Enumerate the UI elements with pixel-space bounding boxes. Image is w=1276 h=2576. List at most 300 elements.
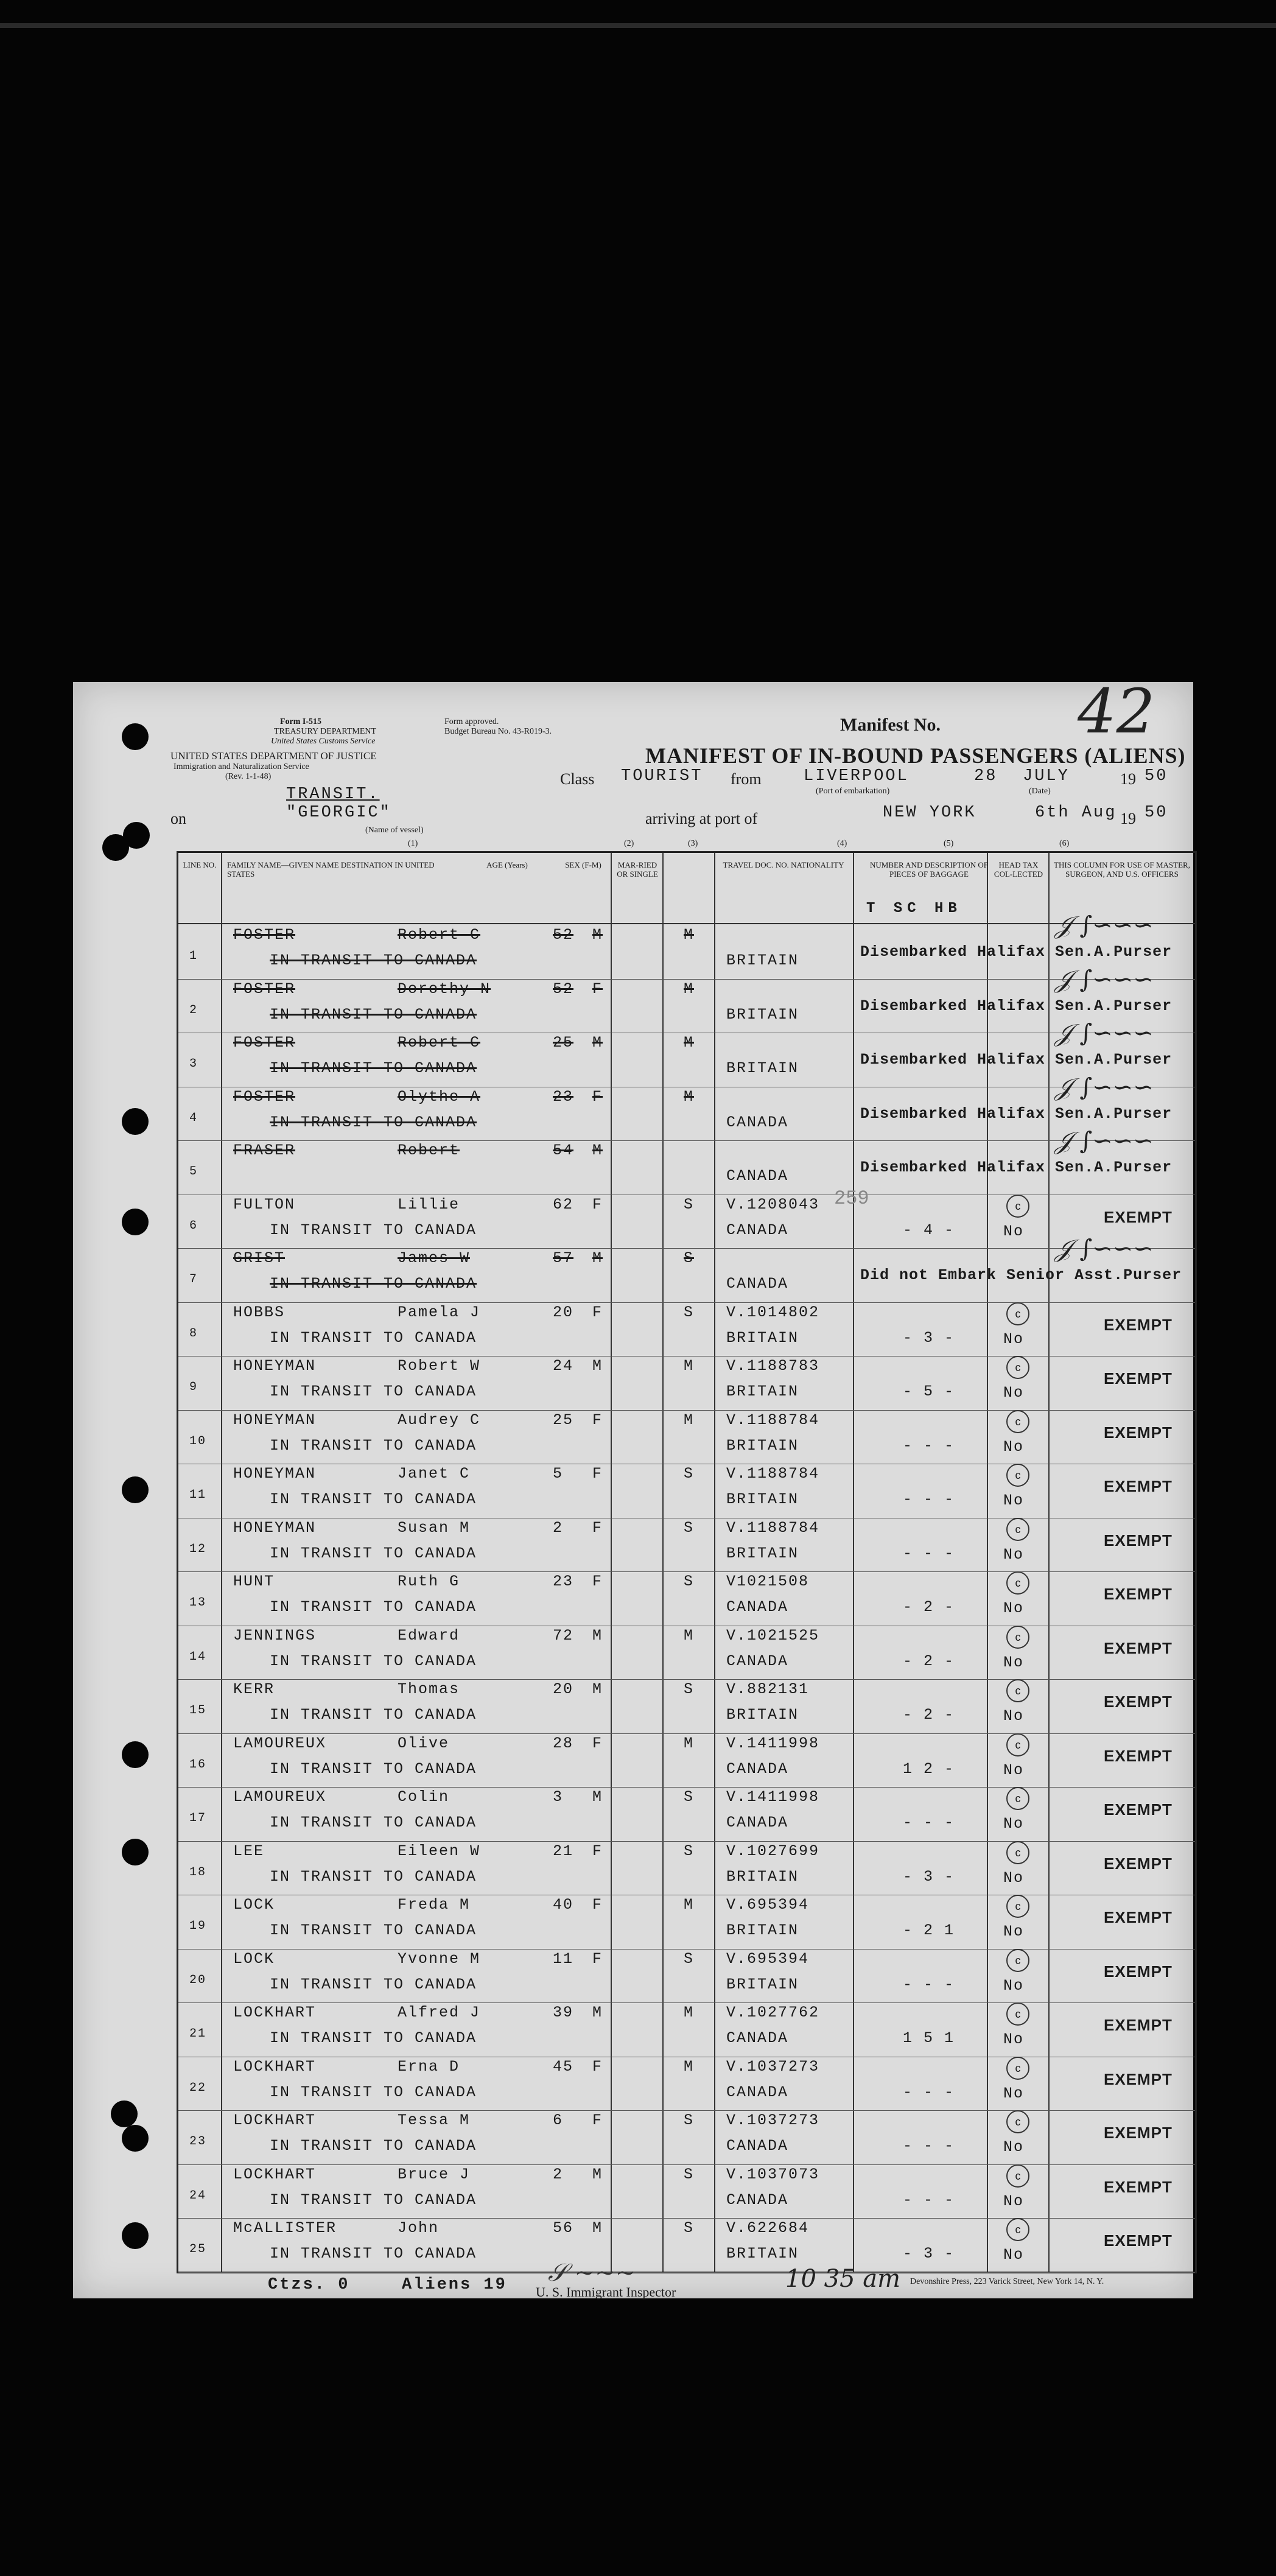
table-row <box>178 1356 1195 1410</box>
family-name: LAMOUREUX <box>233 1788 327 1806</box>
customs-service: United States Customs Service <box>271 737 376 746</box>
age: 2 <box>553 2165 564 2183</box>
head-tax-mark: c <box>1006 1733 1029 1757</box>
head-tax: No <box>1003 2084 1025 2102</box>
officer-note: EXEMPT <box>1104 2016 1173 2034</box>
travel-doc-no: V.1027762 <box>726 2004 820 2021</box>
line-number: 21 <box>189 2027 207 2041</box>
head-tax-mark: c <box>1006 1571 1029 1595</box>
baggage-count: - 3 - <box>903 2245 955 2262</box>
marital-status: S <box>684 1680 695 1698</box>
port-embark-caption: (Port of embarkation) <box>816 787 890 796</box>
travel-doc-no: V.1411998 <box>726 1734 820 1752</box>
destination: IN TRANSIT TO CANADA <box>270 1113 477 1131</box>
nationality: CANADA <box>726 2137 789 2155</box>
marital-status: S <box>684 1842 695 1860</box>
travel-doc-no: V.1014802 <box>726 1303 820 1321</box>
officer-note: EXEMPT <box>1104 1315 1173 1334</box>
age: 23 <box>553 1087 574 1106</box>
nationality: CANADA <box>726 1760 789 1778</box>
form-number: Form I-515 <box>280 717 322 726</box>
family-name: HOBBS <box>233 1303 286 1321</box>
family-name: LOCK <box>233 1896 275 1914</box>
destination: IN TRANSIT TO CANADA <box>270 2083 477 2101</box>
nationality: CANADA <box>726 2083 789 2101</box>
baggage-count: - - - <box>903 1814 955 1831</box>
table-row <box>178 1733 1195 1788</box>
marital-status: M <box>684 1357 695 1375</box>
sex: F <box>592 1518 603 1537</box>
line-number: 23 <box>189 2135 207 2149</box>
baggage-count: - - - <box>903 2191 955 2209</box>
age: 62 <box>553 1195 574 1213</box>
treasury-dept: TREASURY DEPARTMENT <box>274 727 377 736</box>
manifest-no-label: Manifest No. <box>840 715 941 735</box>
officer-note: EXEMPT <box>1104 1693 1173 1711</box>
punch-hole <box>111 2100 138 2127</box>
line-number: 25 <box>189 2242 207 2256</box>
given-name: Erna D <box>398 2057 460 2076</box>
given-name: Alfred J <box>398 2004 481 2021</box>
table-row <box>178 965 1195 1033</box>
given-name: Robert C <box>398 1034 481 1051</box>
officer-note: EXEMPT <box>1104 2069 1173 2088</box>
family-name: FULTON <box>233 1195 296 1213</box>
punch-hole <box>122 1741 149 1768</box>
table-row <box>178 1410 1195 1464</box>
destination: IN TRANSIT TO CANADA <box>270 1544 477 1562</box>
baggage-count: - 2 - <box>903 1706 955 1724</box>
family-name: LOCK <box>233 1950 275 1968</box>
head-tax-mark: c <box>1006 1895 1029 1918</box>
manifest-no-handwritten: 42 <box>1078 676 1155 747</box>
line-number: 19 <box>189 1919 207 1933</box>
marital-status: S <box>684 1249 695 1267</box>
marital-status: M <box>684 2057 695 2076</box>
destination: IN TRANSIT TO CANADA <box>270 1706 477 1724</box>
nationality: BRITAIN <box>726 1059 799 1077</box>
purser-signature-scrawl: 𝒥 ∫∽∽∽ <box>1055 1235 1154 1263</box>
disposition-note: Disembarked Halifax Sen.A.Purser <box>860 997 1173 1015</box>
given-name: Eileen W <box>398 1842 481 1860</box>
given-name: Olive <box>398 1734 450 1752</box>
officer-note: EXEMPT <box>1104 2177 1173 2196</box>
given-name: Tessa M <box>398 2111 471 2129</box>
inspector-label: U. S. Immigrant Inspector <box>536 2284 676 2300</box>
family-name: LEE <box>233 1842 265 1860</box>
head-tax-mark: c <box>1006 1949 1029 1972</box>
officer-note: EXEMPT <box>1104 1908 1173 1926</box>
sex: M <box>592 1034 603 1051</box>
ins-label: Immigration and Naturalization Service <box>174 762 309 771</box>
table-row <box>178 1949 1195 2003</box>
destination: IN TRANSIT TO CANADA <box>270 952 477 969</box>
disposition-note: Disembarked Halifax Sen.A.Purser <box>860 943 1173 961</box>
family-name: HONEYMAN <box>233 1357 317 1375</box>
travel-doc-no: V.1188784 <box>726 1518 820 1537</box>
officer-note: EXEMPT <box>1104 1746 1173 1765</box>
family-name: KERR <box>233 1680 275 1698</box>
head-tax: No <box>1003 1545 1025 1563</box>
baggage-count: - - - <box>903 1436 955 1455</box>
table-row <box>178 1195 1195 1249</box>
baggage-count: - 2 - <box>903 1652 955 1670</box>
embark-day: 28 <box>974 767 998 785</box>
on-label: on <box>170 810 186 827</box>
table-row <box>178 1127 1195 1195</box>
embark-month: JULY <box>1023 767 1070 785</box>
sex: F <box>592 1573 603 1590</box>
destination: IN TRANSIT TO CANADA <box>270 1328 477 1347</box>
destination: IN TRANSIT TO CANADA <box>270 1867 477 1886</box>
family-name: HONEYMAN <box>233 1411 317 1429</box>
handwritten-time: 10 35 am <box>785 2265 901 2293</box>
nationality: CANADA <box>726 1814 789 1831</box>
destination: IN TRANSIT TO CANADA <box>270 2191 477 2209</box>
travel-doc-no: V.1037073 <box>726 2165 820 2183</box>
line-number: 4 <box>189 1111 198 1125</box>
sex: F <box>592 1734 603 1752</box>
col-num-3: (3) <box>688 839 698 848</box>
marital-status: M <box>684 926 695 944</box>
col-header-baggage: NUMBER AND DESCRIPTION OF PIECES OF BAGGAGE <box>870 860 988 879</box>
given-name: Dorothy N <box>398 980 491 998</box>
punch-hole <box>122 1839 149 1865</box>
nationality: BRITAIN <box>726 1383 799 1400</box>
nationality: BRITAIN <box>726 1436 799 1455</box>
disposition-note: Disembarked Halifax Sen.A.Purser <box>860 1104 1173 1123</box>
given-name: Robert W <box>398 1357 481 1375</box>
baggage-count: - 2 1 <box>903 1921 955 1939</box>
head-tax-mark: c <box>1006 2218 1029 2241</box>
line-number: 17 <box>189 1811 207 1825</box>
head-tax-mark: c <box>1006 2057 1029 2080</box>
sex: M <box>592 1142 603 1159</box>
disposition-note: Disembarked Halifax Sen.A.Purser <box>860 1159 1173 1176</box>
sex: F <box>592 1896 603 1914</box>
punch-hole <box>122 1209 149 1235</box>
officer-note: EXEMPT <box>1104 1369 1173 1388</box>
line-number: 12 <box>189 1542 207 1556</box>
travel-doc-no: V.1027699 <box>726 1842 820 1860</box>
line-number: 20 <box>189 1973 207 1987</box>
destination: IN TRANSIT TO CANADA <box>270 1814 477 1831</box>
table-row <box>178 2164 1195 2219</box>
col-num-6: (6) <box>1059 839 1070 848</box>
marital-status: M <box>684 1626 695 1644</box>
budget-bureau: Budget Bureau No. 43-R019-3. <box>444 727 552 736</box>
vessel-caption: (Name of vessel) <box>365 826 424 835</box>
purser-signature-scrawl: 𝒥 ∫∽∽∽ <box>1055 911 1154 939</box>
baggage-count: 1 5 1 <box>903 2029 955 2047</box>
line-number: 15 <box>189 1704 207 1718</box>
baggage-count: - 2 - <box>903 1598 955 1616</box>
nationality: CANADA <box>726 1652 789 1670</box>
head-tax: No <box>1003 2138 1025 2156</box>
class-value: TOURIST <box>621 767 703 785</box>
col-header-head-tax: HEAD TAX COL-LECTED <box>994 860 1043 879</box>
marital-status: S <box>684 1950 695 1968</box>
given-name: Lillie <box>398 1195 460 1213</box>
table-row <box>178 1464 1195 1518</box>
nationality: BRITAIN <box>726 1706 799 1724</box>
sex: F <box>592 1842 603 1860</box>
citizens-count: Ctzs. 0 <box>268 2276 350 2294</box>
sex: F <box>592 2057 603 2076</box>
destination: IN TRANSIT TO CANADA <box>270 1383 477 1400</box>
baggage-count: - 5 - <box>903 1383 955 1400</box>
line-number: 14 <box>189 1649 207 1664</box>
marital-status: M <box>684 1896 695 1914</box>
head-tax: No <box>1003 1492 1025 1509</box>
head-tax-mark: c <box>1006 1410 1029 1433</box>
col-header-line-no: LINE NO. <box>183 860 217 869</box>
head-tax: No <box>1003 1384 1025 1402</box>
sex: F <box>592 1465 603 1483</box>
nationality: CANADA <box>726 2029 789 2047</box>
line-number: 1 <box>189 949 198 963</box>
col-num-5: (5) <box>944 839 954 848</box>
age: 5 <box>553 1465 564 1483</box>
table-row <box>178 2002 1195 2057</box>
form-approved: Form approved. <box>444 717 499 726</box>
family-name: LOCKHART <box>233 2111 317 2129</box>
officer-note: EXEMPT <box>1104 1962 1173 1981</box>
age: 6 <box>553 2111 564 2129</box>
table-row <box>178 1019 1195 1087</box>
head-tax-mark: c <box>1006 1356 1029 1379</box>
year-prefix: 19 <box>1120 770 1136 788</box>
head-tax-mark: c <box>1006 2110 1029 2133</box>
nationality: BRITAIN <box>726 1544 799 1562</box>
age: 2 <box>553 1518 564 1537</box>
family-name: McALLISTER <box>233 2219 337 2237</box>
travel-doc-no: V.622684 <box>726 2219 810 2237</box>
marital-status: S <box>684 2165 695 2183</box>
sex: M <box>592 1626 603 1644</box>
line-number: 24 <box>189 2188 207 2203</box>
table-row <box>178 1841 1195 1895</box>
destination: IN TRANSIT TO CANADA <box>270 1275 477 1293</box>
col-header-age: AGE (Years) <box>486 860 528 869</box>
nationality: BRITAIN <box>726 1328 799 1347</box>
destination: IN TRANSIT TO CANADA <box>270 1975 477 1993</box>
age: 23 <box>553 1573 574 1590</box>
given-name: John <box>398 2219 440 2237</box>
line-number: 9 <box>189 1380 198 1394</box>
sex: M <box>592 1249 603 1267</box>
disposition-note: Did not Embark Senior Asst.Purser <box>860 1266 1182 1284</box>
head-tax-mark: c <box>1006 1195 1029 1218</box>
given-name: James W <box>398 1249 471 1267</box>
family-name: HONEYMAN <box>233 1518 317 1537</box>
baggage-count: - 3 - <box>903 1328 955 1347</box>
table-row <box>178 2110 1195 2164</box>
line-number: 5 <box>189 1165 198 1179</box>
baggage-annotation: 259 <box>834 1187 869 1210</box>
line-number: 11 <box>189 1488 207 1502</box>
officer-note: EXEMPT <box>1104 2124 1173 2142</box>
age: 57 <box>553 1249 574 1267</box>
form-revision: (Rev. 1-1-48) <box>225 772 272 781</box>
destination: IN TRANSIT TO CANADA <box>270 2245 477 2262</box>
line-number: 16 <box>189 1757 207 1772</box>
travel-doc-no: V.1021525 <box>726 1626 820 1644</box>
head-tax-mark: c <box>1006 2002 1029 2026</box>
inspector-signature-scrawl: 𝒮 ~~~ <box>548 2259 636 2287</box>
family-name: JENNINGS <box>233 1626 317 1644</box>
destination: IN TRANSIT TO CANADA <box>270 1005 477 1023</box>
age: 24 <box>553 1357 574 1375</box>
age: 25 <box>553 1411 574 1429</box>
col-header-officers: THIS COLUMN FOR USE OF MASTER, SURGEON, AND U.S. OFFICERS <box>1054 860 1190 879</box>
age: 45 <box>553 2057 574 2076</box>
manifest-title: MANIFEST OF IN-BOUND PASSENGERS (ALIENS) <box>645 743 1186 768</box>
destination: IN TRANSIT TO CANADA <box>270 1221 477 1239</box>
punch-hole <box>122 1108 149 1135</box>
sex: M <box>592 926 603 944</box>
marital-status: M <box>684 1411 695 1429</box>
sex: F <box>592 1411 603 1429</box>
marital-status: M <box>684 1034 695 1051</box>
printer-credit: Devonshire Press, 223 Varick Street, New York 14, N. Y. <box>910 2277 1104 2286</box>
head-tax-mark: c <box>1006 1679 1029 1702</box>
nationality: CANADA <box>726 1598 789 1616</box>
marital-status: S <box>684 1195 695 1213</box>
vessel-name: "GEORGIC" <box>286 804 391 822</box>
head-tax: No <box>1003 1330 1025 1348</box>
age: 20 <box>553 1303 574 1321</box>
marital-status: M <box>684 1087 695 1106</box>
manifest-table <box>177 851 1197 2273</box>
age: 56 <box>553 2219 574 2237</box>
baggage-count: - - - <box>903 2083 955 2101</box>
head-tax-mark: c <box>1006 1302 1029 1325</box>
head-tax-mark: c <box>1006 1518 1029 1541</box>
family-name: HUNT <box>233 1573 275 1590</box>
baggage-count: - - - <box>903 1975 955 1993</box>
table-row <box>178 1302 1195 1356</box>
arrival-date: 6th Aug <box>1035 804 1117 822</box>
head-tax: No <box>1003 1869 1025 1887</box>
date-caption: (Date) <box>1029 787 1051 796</box>
table-row <box>178 911 1195 979</box>
age: 25 <box>553 1034 574 1051</box>
year-suffix: 50 <box>1145 767 1168 785</box>
officer-note: EXEMPT <box>1104 1854 1173 1873</box>
baggage-count: 1 2 - <box>903 1760 955 1778</box>
table-row <box>178 2057 1195 2111</box>
head-tax: No <box>1003 1222 1025 1240</box>
officer-note: EXEMPT <box>1104 1638 1173 1657</box>
age: 28 <box>553 1734 574 1752</box>
given-name: Olythe A <box>398 1087 481 1106</box>
given-name: Robert <box>398 1142 460 1159</box>
marital-status: S <box>684 1788 695 1806</box>
purser-signature-scrawl: 𝒥 ∫∽∽∽ <box>1055 1127 1154 1155</box>
table-row <box>178 2218 1195 2272</box>
sex: F <box>592 1195 603 1213</box>
travel-doc-no: V.1188783 <box>726 1357 820 1375</box>
line-number: 8 <box>189 1326 198 1341</box>
line-number: 22 <box>189 2080 207 2095</box>
nationality: BRITAIN <box>726 1005 799 1023</box>
travel-doc-no: V.1411998 <box>726 1788 820 1806</box>
arrival-year-prefix: 19 <box>1120 810 1136 827</box>
head-tax-mark: c <box>1006 1787 1029 1810</box>
col-num-4: (4) <box>837 839 847 848</box>
sex: M <box>592 1357 603 1375</box>
officer-note: EXEMPT <box>1104 1477 1173 1495</box>
officer-note: EXEMPT <box>1104 2231 1173 2250</box>
sex: F <box>592 1087 603 1106</box>
family-name: HONEYMAN <box>233 1465 317 1483</box>
age: 72 <box>553 1626 574 1644</box>
baggage-subheader: T SC HB <box>866 900 962 917</box>
head-tax: No <box>1003 1599 1025 1617</box>
table-row <box>178 1073 1195 1141</box>
marital-status: S <box>684 2219 695 2237</box>
purser-signature-scrawl: 𝒥 ∫∽∽∽ <box>1055 1073 1154 1101</box>
baggage-count: - 3 - <box>903 1867 955 1886</box>
head-tax: No <box>1003 1761 1025 1779</box>
head-tax: No <box>1003 1653 1025 1671</box>
given-name: Pamela J <box>398 1303 481 1321</box>
destination: IN TRANSIT TO CANADA <box>270 2029 477 2047</box>
punch-hole <box>122 2222 149 2249</box>
marital-status: S <box>684 2111 695 2129</box>
travel-doc-no: V.1037273 <box>726 2111 820 2129</box>
travel-doc-no: V.1188784 <box>726 1465 820 1483</box>
head-tax-mark: c <box>1006 2164 1029 2188</box>
officer-note: EXEMPT <box>1104 1423 1173 1442</box>
table-row <box>178 1787 1195 1841</box>
given-name: Susan M <box>398 1518 471 1537</box>
travel-doc-no: V.1188784 <box>726 1411 820 1429</box>
given-name: Edward <box>398 1626 460 1644</box>
travel-doc-no: V.882131 <box>726 1680 810 1698</box>
head-tax: No <box>1003 2192 1025 2210</box>
marital-status: M <box>684 2004 695 2021</box>
arrival-port: NEW YORK <box>883 804 976 822</box>
punch-hole <box>122 2125 149 2152</box>
sex: F <box>592 1303 603 1321</box>
destination: IN TRANSIT TO CANADA <box>270 2137 477 2155</box>
table-row <box>178 1571 1195 1626</box>
travel-doc-no: V.1208043 <box>726 1195 820 1213</box>
given-name: Janet C <box>398 1465 471 1483</box>
destination: IN TRANSIT TO CANADA <box>270 1921 477 1939</box>
head-tax: No <box>1003 1976 1025 1995</box>
travel-doc-no: V1021508 <box>726 1573 810 1590</box>
family-name: FOSTER <box>233 926 296 944</box>
nationality: BRITAIN <box>726 1975 799 1993</box>
baggage-count: - - - <box>903 1490 955 1508</box>
age: 3 <box>553 1788 564 1806</box>
line-number: 3 <box>189 1057 198 1071</box>
given-name: Bruce J <box>398 2165 471 2183</box>
officer-note: EXEMPT <box>1104 1531 1173 1549</box>
line-number: 13 <box>189 1596 207 1610</box>
doj-label: UNITED STATES DEPARTMENT OF JUSTICE <box>170 750 377 762</box>
head-tax: No <box>1003 2030 1025 2048</box>
given-name: Thomas <box>398 1680 460 1698</box>
nationality: BRITAIN <box>726 952 799 969</box>
family-name: GRIST <box>233 1249 286 1267</box>
line-number: 7 <box>189 1272 198 1286</box>
travel-doc-no: V.695394 <box>726 1950 810 1968</box>
disposition-note: Disembarked Halifax Sen.A.Purser <box>860 1051 1173 1069</box>
